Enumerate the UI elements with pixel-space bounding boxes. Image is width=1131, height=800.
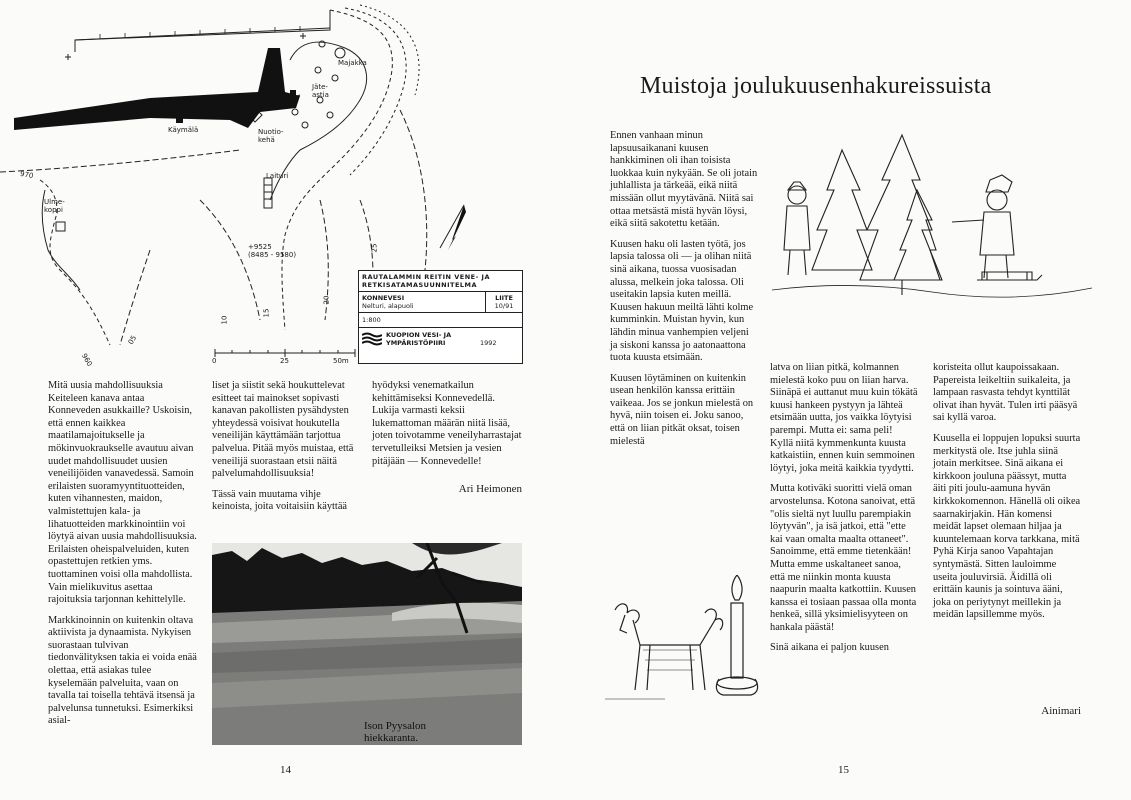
right-column-1: [610, 130, 758, 456]
label-contour-05: 05: [126, 334, 139, 346]
paragraph: Mutta kotiväki suoritti vielä oman arvostelunsa. Kotona sanoivat, että "olis sieltä nyt luullu parempiakin löytyvän", ja isä jatkoi, että "ette kai vaan omalta maalta ottaneet". Sanoimme, että emme tietenkään! Mutta emme uskaltaneet sanoa, että me niinkin monta kuusta naapurin maalta katkottiin. Kuusen kanssa ei tosiaan passaa olla monta henkeä, sillä yksimielisyyteen on hankala päästä!: [770, 483, 917, 633]
label-majakka: Majakka: [338, 59, 367, 67]
left-column-3: [372, 380, 522, 476]
straw-goat-candle-illustration: [605, 575, 765, 715]
paragraph: koristeita ollut kaupoissakaan. Papereista leikeltiin suikaleita, ja lampaan rasvasta tehdyt kynttilät olivat ihan hyvät. Tulen irti pääsyä sai kyllä varoa.: [933, 362, 1078, 424]
paragraph: Kuusella ei loppujen lopuksi suurta merkitystä ole. Itse juhla siinä jotain merkitsee. Sinä aikana ei kirkkoon jouluna päässyt, mutta äiti piti joulu-aamuna hyvän kirkkokomennon. Hänellä oli oikea saarnakirjakin. Hän komensi meidät lapset olemaan hiljaa ja kuuntelemaan korva tarkkana, mitä Pyhä Kirja sanoo Vapahtajan syntymästä. Sitten lauloimme useita jouluvirsiä. Äidillä oli erittäin kaunis ja sointuva ääni, joka on periytynyt meillekin ja meidän lapsillemme myös.: [933, 432, 1081, 621]
label-jateastia: Jäte- astia: [312, 83, 329, 99]
label-contour-15: 15: [262, 308, 271, 318]
left-column-2: [212, 380, 362, 522]
paragraph: Kuusen löytäminen on kuitenkin usean henkilön kanssa erittäin vaikeaa. Jos se jonkun mielestä on hyvä, niin toisen ei. Joku sanoo, että on liian pitkät oksat, toisen mielestä: [610, 372, 754, 447]
label-contour-25: 25: [370, 243, 379, 253]
legend-liite-label: LIITE: [495, 294, 513, 302]
article-title: Muistoja joulukuusenhakureissuista: [640, 73, 992, 99]
signature-left: Ari Heimonen: [458, 483, 522, 495]
label-contour-20: 20: [322, 295, 331, 305]
legend-subplace: Nelturi, alapuoli: [362, 302, 414, 310]
label-kaymala: Käymälä: [168, 126, 199, 134]
paragraph: latva on liian pitkä, kolmannen mielestä koko puu on liian harva. Siinäpä ei auttanut muu kuin tökätä kuusi hankeen pystyyn ja lähteä etsimään uutta, jos vaikka löytyisi parempi. Mutta ei: sama peli! Kyllä niitä kymmenkunta kuusta katkaistiin, ennen kuin semmoinen löytyi, joka meitä kaikkia tyydytti.: [770, 362, 918, 474]
legend-year: 1992: [480, 339, 497, 347]
wave-logo-icon: [362, 332, 382, 346]
right-column-3: [933, 362, 1081, 630]
legend-place: KONNEVESI: [362, 294, 405, 302]
paragraph: hyödyksi venematkailun kehittämiseksi Konnevedellä. Lukija varmasti keksii lukemattoman määrän niitä lisää, joten toivotamme veneilyharrastajat tervetulleiksi Metsien ja vesien pitäjään — Konnevedelle!: [372, 380, 522, 467]
label-contour-10: 10: [220, 315, 229, 325]
legend-liite-value: 10/91: [494, 302, 514, 310]
paragraph: Mitä uusia mahdollisuuksia Keiteleen kanava antaa Konneveden asukkaille? Uskoisin, että ennen kaikkea maatilamajoitukselle ja mökinvuokraukselle avautuu aivan uudet mahdollisuudet uusien veneilijöiden vanavedessä. Samoin erilaisten suoramyyntituotteiden, kuten vihannesten, maidon, valmistettujen kala- ja lihatuotteiden markkinointiin voi löytyä aivan uusia mahdollisuuksia. Erilaisten oheispalveluiden, kuten opastettujen retkien yms. tuottaminen voisi olla mahdollista. Vain mielikuvitus asettaa rajoituksia tarjonnan kehittelylle.: [48, 380, 197, 606]
scale-label-50: 50m: [333, 357, 349, 365]
paragraph: Ennen vanhaan minun lapsuusaikanani kuusen hankkiminen oli ihan toisista luokkaa kuin nykyään. Se oli jotain juhlallista ja tärkeää, eikä niitä missään ollut myytävänä. Niitä sai ottaa metsästä mistä hyvän löysi, eikä siitä sakotettu ketään.: [610, 130, 758, 230]
legend-org: KUOPION VESI- JA YMPÄRISTÖPIIRI: [386, 331, 452, 347]
left-column-1: [48, 380, 198, 736]
signature-right: Ainimari: [1041, 705, 1081, 717]
label-elevation: +9525 (8485 - 9580): [248, 243, 297, 259]
label-nuotiokeha: Nuotio- kehä: [258, 128, 284, 144]
paragraph: liset ja siistit sekä houkuttelevat esitteet tai mainokset sopivasti kanavan pakollisten pysähdysten yhteydessä voisivat houkutella veneilijän käyttämään tarjottua palvelua. Pitää myös muistaa, että veneilijä suorastaan etsii näitä palvelumahdollisuuksia!: [212, 380, 354, 480]
paragraph: Markkinoinnin on kuitenkin oltava aktiivista ja dynaamista. Nykyisen suorastaan tulvivan tiedonvälityksen takia ei voida enää olettaa, että asiakas tulee kyselemään palveluita, vaan on tavalla tai toisella tehtävä itsensä ja palvelunsa tunnetuksi. Esimerkiksi asial-: [48, 614, 197, 727]
scale-label-25: 25: [280, 357, 289, 365]
lake-photo: [212, 543, 522, 745]
label-ulmekoppi: Ulme- koppi: [44, 198, 65, 214]
page-number-left: 14: [280, 764, 291, 776]
scale-label-0: 0: [212, 357, 217, 365]
page-number-right: 15: [838, 764, 849, 776]
legend-title: RAUTALAMMIN REITIN VENE- JA RETKISATAMASUUNNITELMA: [359, 271, 522, 292]
legend-scale: 1:800: [359, 313, 522, 328]
photo-caption: Ison Pyysalon hiekkaranta.: [364, 720, 427, 744]
paragraph: Sinä aikana ei paljon kuusen: [770, 642, 889, 654]
label-depth-960: 960: [79, 352, 94, 368]
label-depth-970: 970: [19, 169, 34, 181]
paragraph: Kuusen haku oli lasten työtä, jos lapsia talossa oli — ja olihan niitä sinä aikana, tuossa vuosisadan alussa, melkein joka talossa. Oli useitakin lapsia kuten meillä. Kuusen hakuun meiltä lähti kolme kumminkin. Muistan hyvin, kun lähdin minua vanhempien veljeni ja siskoni kanssa jo aatonaattona tuota kuusta etsimään.: [610, 238, 754, 364]
paragraph: Tässä vain muutama vihje keinoista, joita voitaisiin käyttää: [212, 488, 348, 513]
map-legend: [358, 270, 523, 364]
right-column-2: [770, 362, 918, 663]
label-laituri: Laituri: [266, 172, 289, 180]
christmas-tree-illustration: [772, 130, 1092, 300]
